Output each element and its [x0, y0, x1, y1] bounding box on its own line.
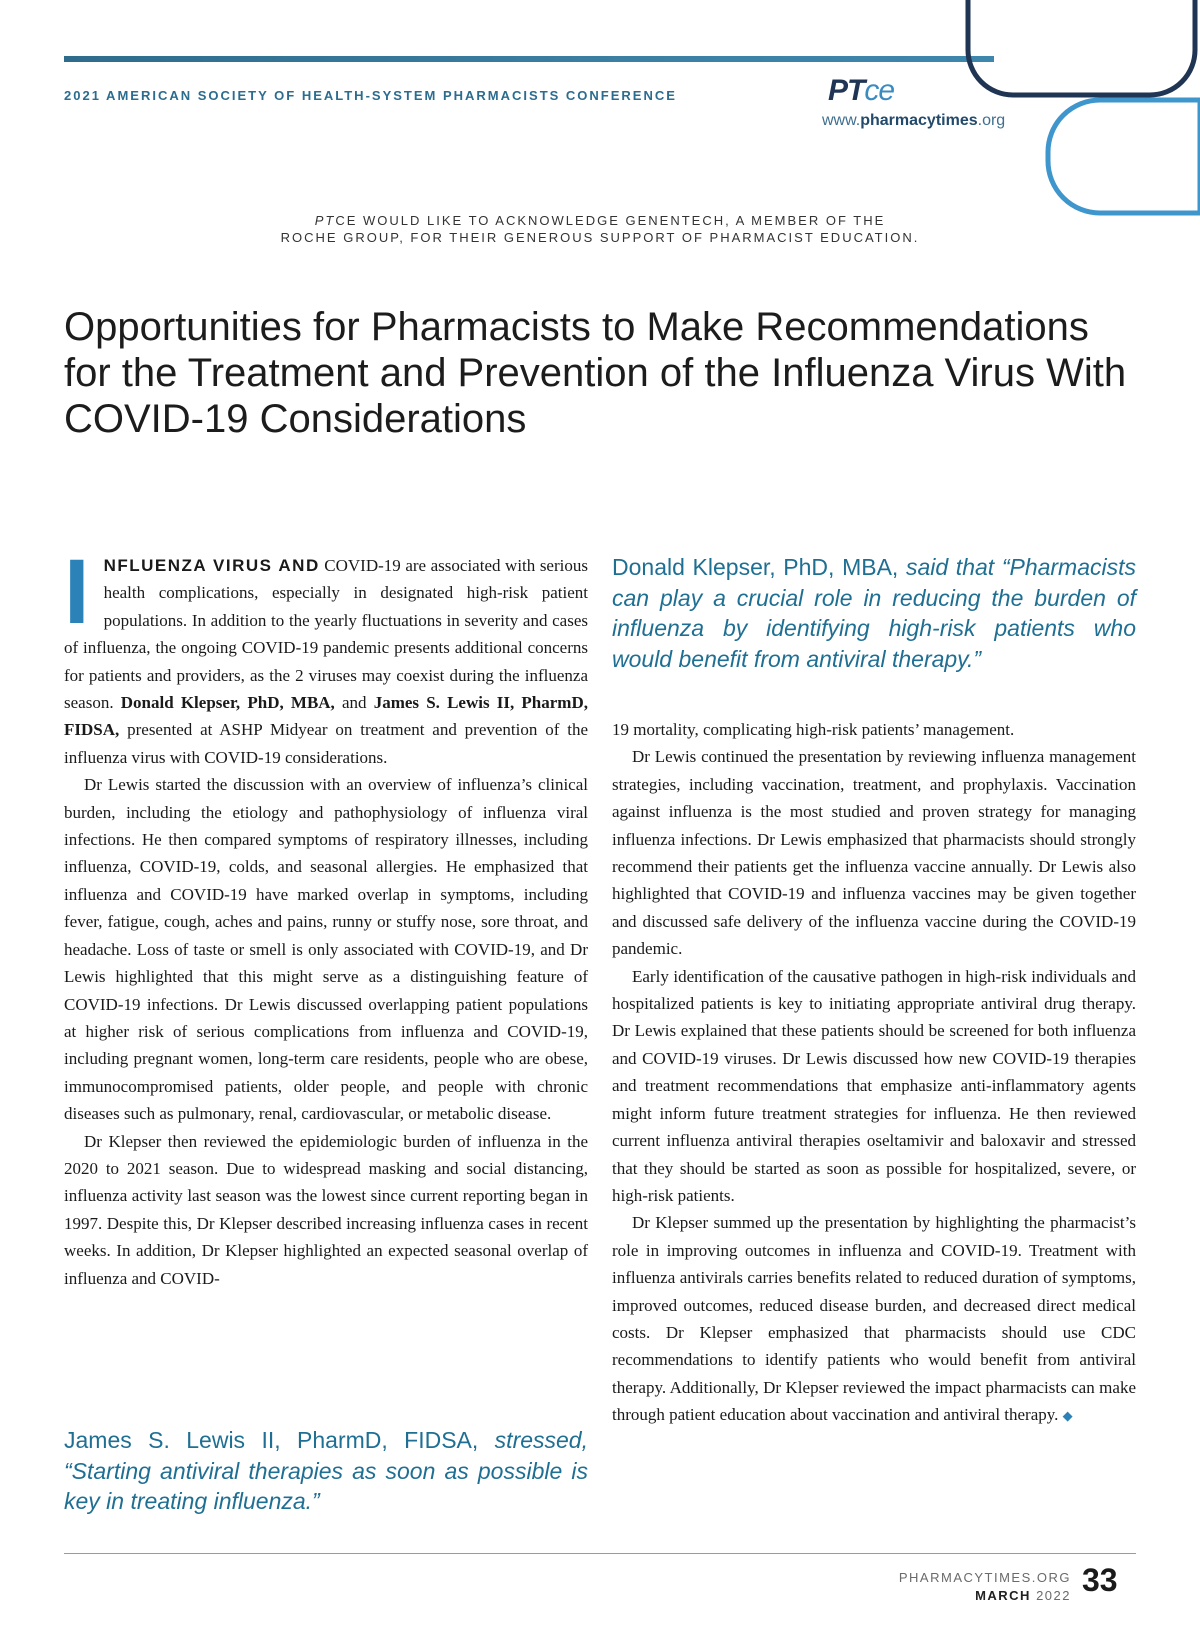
paragraph-2: Dr Lewis started the discussion with an overview of influenza’s clinical burden, including the etiology and pathophysiology of influenza viral infections. He then compared symptoms of respiratory illnesses, including influenza, COVID-19, colds, and seasonal allergies. He emphasized that influenza and COVID-19 have marked overlap in symptoms, including fever, fatigue, cough, aches and pains, runny or stuffy nose, sore throat, and headache. Loss of taste or smell is only associated with COVID-19, and Dr Lewis highlighted that this might serve as a distinguishing feature of COVID-19 infections. Dr Lewis discussed overlapping patient populations at higher risk of serious complications from influenza and COVID-19, including pregnant women, long-term care residents, people who are obese, immunocompromised patients, older people, and people with chronic diseases such as pulmonary, renal, cardiovascular, or metabolic disease.	[64, 775, 588, 1124]
right-column	[612, 716, 1136, 1430]
header-rule	[64, 56, 994, 62]
blue-rounded-shape	[1048, 100, 1200, 213]
footer-rule	[64, 1553, 1136, 1554]
conference-name: 2021 AMERICAN SOCIETY OF HEALTH-SYSTEM PHARMACISTS CONFERENCE	[64, 88, 677, 103]
navy-rounded-shape	[968, 0, 1195, 95]
footer-date: MARCH 2022	[975, 1588, 1071, 1603]
paragraph-1: INFLUENZA VIRUS AND COVID-19 are associated with serious health complications, especially in designated high-risk patient populations. In addition to the yearly fluctuations in severity and cases of influenza, the ongoing COVID-19 pandemic presents additional concerns for patients and providers, as the 2 viruses may coexist during the influenza season. Donald Klepser, PhD, MBA, and James S. Lewis II, PharmD, FIDSA, presented at ASHP Midyear on treatment and prevention of the influenza virus with COVID-19 considerations.	[64, 541, 588, 767]
article-title: Opportunities for Pharmacists to Make Recommendations for the Treatment and Prevention of the Influenza Virus With COVID-19 Considerations	[64, 305, 1127, 441]
paragraph-3-continued: 19 mortality, complicating high-risk patients’ management.	[612, 720, 1015, 739]
lead-in: NFLUENZA VIRUS AND	[103, 556, 320, 575]
paragraph-4: Dr Lewis continued the presentation by reviewing influenza management strategies, including vaccination, treatment, and prophylaxis. Vaccination against influenza is the most studied and proven strategy for managing influenza infections. Dr Lewis emphasized that pharmacists should strongly recommend their patients get the influenza vaccine annually. Dr Lewis also highlighted that COVID-19 and influenza vaccines may be given together and discussed safe delivery of the influenza vaccine during the COVID-19 pandemic.	[612, 747, 1136, 959]
acknowledgment	[64, 212, 1136, 246]
end-mark-icon: ◆	[1062, 1408, 1073, 1424]
footer-site: PHARMACYTIMES.ORG	[898, 1570, 1071, 1585]
ptce-logo	[828, 74, 894, 108]
drop-cap: I	[64, 541, 90, 643]
pull-quote-klepser: Donald Klepser, PhD, MBA, said that “Pharmacists can play a crucial role in reducing the burden of influenza by identifying high-risk patients who would benefit from antiviral therapy.”	[612, 554, 1137, 672]
logo-ce: ce	[864, 74, 895, 107]
logo-url: www.pharmacytimes.org	[822, 112, 1006, 129]
page-number: 33	[1082, 1562, 1118, 1598]
logo-pt: PT	[828, 74, 865, 107]
ack-line-2: ROCHE GROUP, FOR THEIR GENEROUS SUPPORT OF PHARMACIST EDUCATION.	[280, 230, 920, 245]
pull-quote-lewis: James S. Lewis II, PharmD, FIDSA, stressed, “Starting antiviral therapies as soon as possible is key in treating influenza.”	[64, 1427, 588, 1514]
left-column	[64, 541, 588, 1292]
decorative-shapes	[950, 0, 1200, 240]
paragraph-6: Dr Klepser summed up the presentation by highlighting the pharmacist’s role in improving outcomes in influenza and COVID-19. Treatment with influenza antivirals carries benefits related to reduced duration of symptoms, improved outcomes, reduced disease burden, and decreased direct medical costs. Dr Klepser emphasized that pharmacists should use CDC recommendations to identify patients who would benefit from antiviral therapy. Additionally, Dr Klepser reviewed the impact pharmacists can make through patient education about vaccination and antiviral therapy. ◆	[612, 1213, 1136, 1425]
paragraph-3: Dr Klepser then reviewed the epidemiologic burden of influenza in the 2020 to 2021 season. Due to widespread masking and social distancing, influenza activity last season was the lowest since current reporting began in 1997. Despite this, Dr Klepser described increasing influenza cases in recent weeks. In addition, Dr Klepser highlighted an expected seasonal overlap of influenza and COVID-	[64, 1131, 588, 1288]
ack-line-1: PTCE WOULD LIKE TO ACKNOWLEDGE GENENTECH, A MEMBER OF THE	[314, 213, 886, 228]
paragraph-5: Early identification of the causative pathogen in high-risk individuals and hospitalized patients is key to initiating appropriate antiviral drug therapy. Dr Lewis explained that these patients should be screened for both influenza and COVID-19 viruses. Dr Lewis discussed how new COVID-19 therapies and treatment recommendations that emphasize anti-inflammatory agents might inform future treatment strategies for influenza. He then reviewed current influenza antiviral therapies oseltamivir and baloxavir and stressed that they should be started as soon as possible for hospitalized, severe, or high-risk patients.	[612, 966, 1136, 1205]
